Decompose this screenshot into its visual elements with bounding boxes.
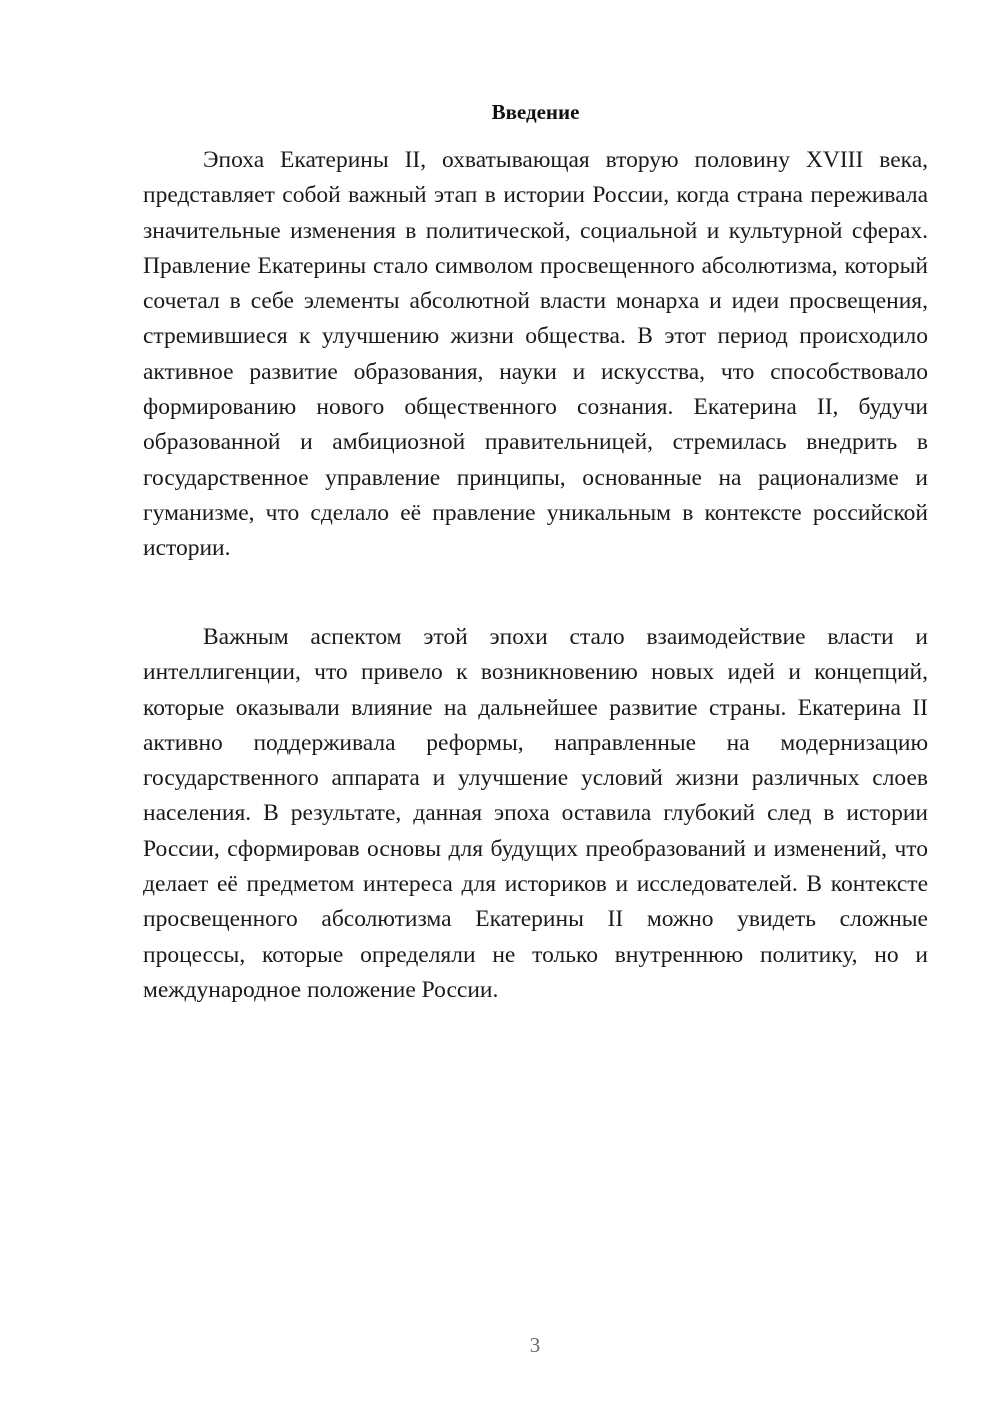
paragraph-2: Важным аспектом этой эпохи стало взаимодействие власти и интеллигенции, что привело к возникновению новых идей и концепций, которые оказывали влияние на дальнейшее развитие страны. Екатерина II активно поддерживала реформы, направленные на модернизацию государственного аппарата и улучшение условий жизни различных слоев населения. В результате, данная эпоха оставила глубокий след в истории России, сформировав основы для будущих преобразований и изменений, что делает её предметом интереса для историков и исследователей. В контексте просвещенного абсолютизма Екатерины II можно увидеть сложные процессы, которые определяли не только внутреннюю политику, но и международное положение России.	[143, 624, 928, 1003]
page-number: 3	[529, 1333, 541, 1357]
section-heading: Введение	[491, 100, 580, 124]
paragraph-1: Эпоха Екатерины II, охватывающая вторую половину XVIII века, представляет собой важный этап в истории России, когда страна переживала значительные изменения в политической, социальной и культурной сферах. Правление Екатерины стало символом просвещенного абсолютизма, который сочетал в себе элементы абсолютной власти монарха и идеи просвещения, стремившиеся к улучшению жизни общества. В этот период происходило активное развитие образования, науки и искусства, что способствовало формированию нового общественного сознания. Екатерина II, будучи образованной и амбициозной правительницей, стремилась внедрить в государственное управление принципы, основанные на рационализме и гуманизме, что сделало её правление уникальным в контексте российской истории.	[143, 147, 928, 562]
